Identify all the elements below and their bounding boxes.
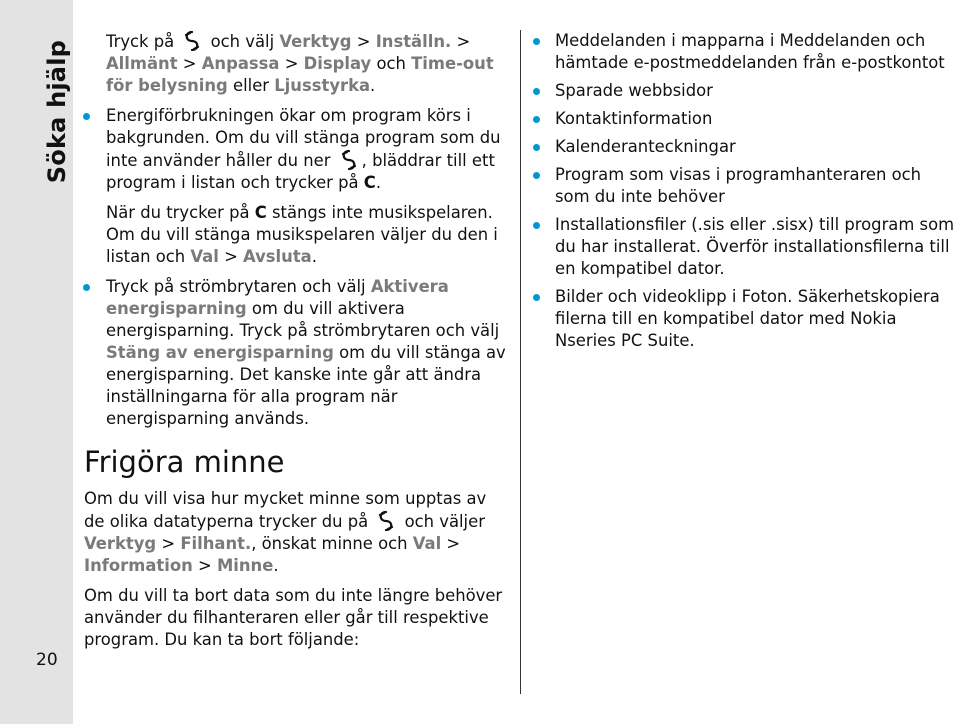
tips-list xyxy=(106,105,518,430)
menu-path-verktyg: Verktyg xyxy=(84,534,157,553)
menu-path-verktyg: Verktyg xyxy=(279,32,352,51)
text: om du vill aktivera energisparning. Tryck på strömbrytaren och välj xyxy=(106,299,500,340)
text: , önskat minne och xyxy=(251,534,408,553)
text: . xyxy=(370,76,376,95)
menu-path-val: Val xyxy=(412,534,442,553)
option-stang-av-energisparning: Stäng av energisparning xyxy=(106,343,334,362)
text: stängs inte musikspelaren. Om du vill stänga musikspelaren väljer du den i listan och xyxy=(106,203,498,266)
menu-path-minne: Minne xyxy=(216,556,274,575)
path-separator: > xyxy=(224,247,238,266)
list-item: Sparade webbsidor xyxy=(555,80,960,102)
menu-path-val: Val xyxy=(190,247,219,266)
section-heading: Frigöra minne xyxy=(84,445,285,479)
path-separator: > xyxy=(356,32,371,51)
menu-path-ljusstyrka: Ljusstyrka xyxy=(274,76,371,95)
text: . xyxy=(273,556,279,575)
path-separator: > xyxy=(182,54,197,73)
text: Tryck på xyxy=(106,32,175,51)
deletable-data-list xyxy=(555,30,960,352)
text: och väljer xyxy=(404,512,485,531)
text: Om du vill visa hur mycket minne som upptas av de olika datatyperna trycker du på xyxy=(84,489,487,531)
text: När du trycker på xyxy=(106,203,250,222)
left-column-top xyxy=(106,30,518,438)
menu-path-filhant: Filhant. xyxy=(180,534,252,553)
menu-key-icon xyxy=(377,510,395,532)
text: och välj xyxy=(210,32,275,51)
menu-path-installn: Inställn. xyxy=(375,32,452,51)
list-item xyxy=(106,105,518,268)
menu-path-information: Information xyxy=(84,556,193,575)
paragraph-display-settings xyxy=(106,30,518,97)
path-separator: > xyxy=(284,54,299,73)
path-separator: > xyxy=(197,556,212,575)
list-item: Installationsfiler (.sis eller .sisx) till program som du har installerat. Överför installationsfilerna till en kompatibel dator. xyxy=(555,214,960,280)
section-sidebar xyxy=(0,0,73,724)
menu-key-icon xyxy=(340,149,358,171)
paragraph-memory-info xyxy=(84,488,504,577)
section-title: Söka hjälp xyxy=(43,40,71,184)
menu-path-display: Display xyxy=(303,54,372,73)
option-aktivera-energisparning: Aktivera energisparning xyxy=(106,277,449,318)
list-item: Program som visas i programhanteraren och som du inte behöver xyxy=(555,164,960,208)
paragraph-delete-data: Om du vill ta bort data som du inte längre behöver använder du filhanteraren eller går till respektive program. Du kan ta bort följande: xyxy=(84,586,503,649)
menu-path-time-out: Time-out för belysning xyxy=(106,54,494,95)
left-column-bottom xyxy=(84,488,504,659)
text: , bläddrar till ett program i listan och trycker på xyxy=(106,151,495,192)
text: och xyxy=(376,54,406,73)
list-item: Kalenderanteckningar xyxy=(555,136,960,158)
text: . xyxy=(375,173,382,192)
text: om du vill stänga av energisparning. Det kanske inte går att ändra inställningarna för alla program när energisparning används. xyxy=(106,343,506,428)
path-separator: > xyxy=(446,534,461,553)
page-number: 20 xyxy=(36,650,58,670)
menu-key-icon xyxy=(183,30,201,52)
text: eller xyxy=(233,76,270,95)
list-item xyxy=(106,276,518,430)
clear-key-label: C xyxy=(363,173,376,192)
text: Energiförbrukningen ökar om program körs i bakgrunden. Om du vill stänga program som du inte använder håller du ner xyxy=(106,106,501,170)
clear-key-label: C xyxy=(254,203,267,222)
menu-path-anpassa: Anpassa xyxy=(201,54,280,73)
right-column xyxy=(555,30,960,358)
text: . xyxy=(311,247,317,266)
text: Tryck på strömbrytaren och välj xyxy=(106,277,366,296)
list-item: Bilder och videoklipp i Foton. Säkerhetskopiera filerna till en kompatibel dator med Nokia Nseries PC Suite. xyxy=(555,286,960,352)
path-separator: > xyxy=(456,32,471,51)
list-item: Meddelanden i mapparna i Meddelanden och hämtade e-postmeddelanden från e-postkontot xyxy=(555,30,960,74)
menu-path-avsluta: Avsluta xyxy=(243,247,312,266)
list-item: Kontaktinformation xyxy=(555,108,960,130)
path-separator: > xyxy=(161,534,176,553)
column-divider xyxy=(520,30,521,694)
menu-path-allmant: Allmänt xyxy=(106,54,178,73)
